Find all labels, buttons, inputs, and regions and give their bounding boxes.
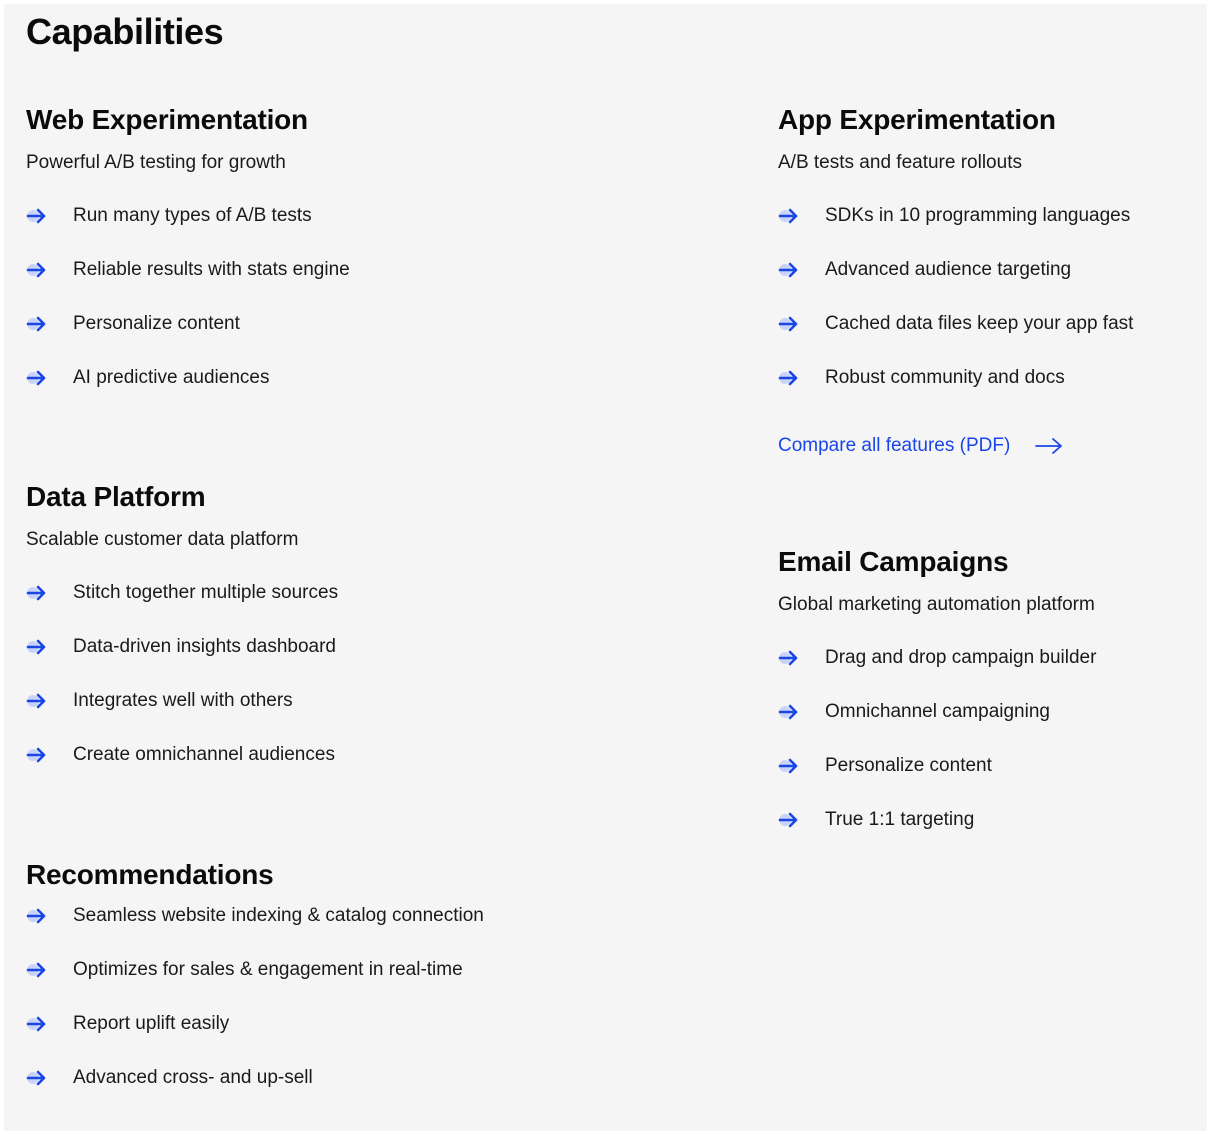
feature-label: Advanced audience targeting [825, 259, 1072, 280]
feature-label: Stitch together multiple sources [73, 582, 339, 603]
section-data-platform [26, 480, 586, 765]
feature-label: True 1:1 targeting [825, 809, 975, 830]
feature-label: Data-driven insights dashboard [73, 636, 336, 657]
section-title: Recommendations [26, 859, 274, 890]
feature-label: Optimizes for sales & engagement in real-time [73, 959, 463, 980]
section-subtitle: A/B tests and feature rollouts [778, 152, 1022, 173]
arrow-right-icon [776, 257, 802, 283]
arrow-right-icon [24, 742, 50, 768]
arrow-right-icon [24, 688, 50, 714]
section-app-experimentation [778, 103, 1198, 456]
feature-label: Run many types of A/B tests [73, 205, 312, 226]
arrow-right-icon [776, 807, 802, 833]
feature-label: Create omnichannel audiences [73, 744, 335, 765]
arrow-right-icon [1034, 436, 1064, 456]
section-title: Web Experimentation [26, 104, 308, 135]
feature-label: Personalize content [825, 755, 992, 776]
feature-label: Report uplift easily [73, 1013, 230, 1034]
feature-label: Integrates well with others [73, 690, 293, 711]
arrow-right-icon [24, 311, 50, 337]
compare-features-label: Compare all features (PDF) [778, 435, 1011, 456]
page-title: Capabilities [26, 11, 224, 52]
arrow-right-icon [776, 311, 802, 337]
section-email-campaigns [778, 545, 1198, 830]
arrow-right-icon [24, 580, 50, 606]
arrow-right-icon [776, 365, 802, 391]
arrow-right-icon [776, 645, 802, 671]
feature-label: Seamless website indexing & catalog connection [73, 905, 484, 926]
arrow-right-icon [24, 1065, 50, 1091]
arrow-right-icon [24, 365, 50, 391]
feature-label: Robust community and docs [825, 367, 1065, 388]
arrow-right-icon [776, 699, 802, 725]
section-title: Data Platform [26, 481, 206, 512]
arrow-right-icon [776, 753, 802, 779]
arrow-right-icon [24, 203, 50, 229]
feature-label: Personalize content [73, 313, 240, 334]
section-recommendations [26, 858, 586, 1088]
feature-label: Drag and drop campaign builder [825, 647, 1097, 668]
arrow-right-icon [776, 203, 802, 229]
feature-label: SDKs in 10 programming languages [825, 205, 1131, 226]
arrow-right-icon [24, 1011, 50, 1037]
feature-label: Omnichannel campaigning [825, 701, 1050, 722]
feature-label: Reliable results with stats engine [73, 259, 350, 280]
section-subtitle: Powerful A/B testing for growth [26, 152, 286, 173]
arrow-right-icon [24, 257, 50, 283]
feature-label: AI predictive audiences [73, 367, 270, 388]
section-subtitle: Scalable customer data platform [26, 529, 299, 550]
feature-label: Cached data files keep your app fast [825, 313, 1134, 334]
arrow-right-icon [24, 634, 50, 660]
feature-label: Advanced cross- and up-sell [73, 1067, 313, 1088]
arrow-right-icon [24, 903, 50, 929]
section-title: App Experimentation [778, 104, 1056, 135]
section-subtitle: Global marketing automation platform [778, 594, 1095, 615]
compare-features-link[interactable] [778, 434, 1064, 458]
arrow-right-icon [24, 957, 50, 983]
section-title: Email Campaigns [778, 546, 1009, 577]
section-web-experimentation [26, 103, 586, 388]
